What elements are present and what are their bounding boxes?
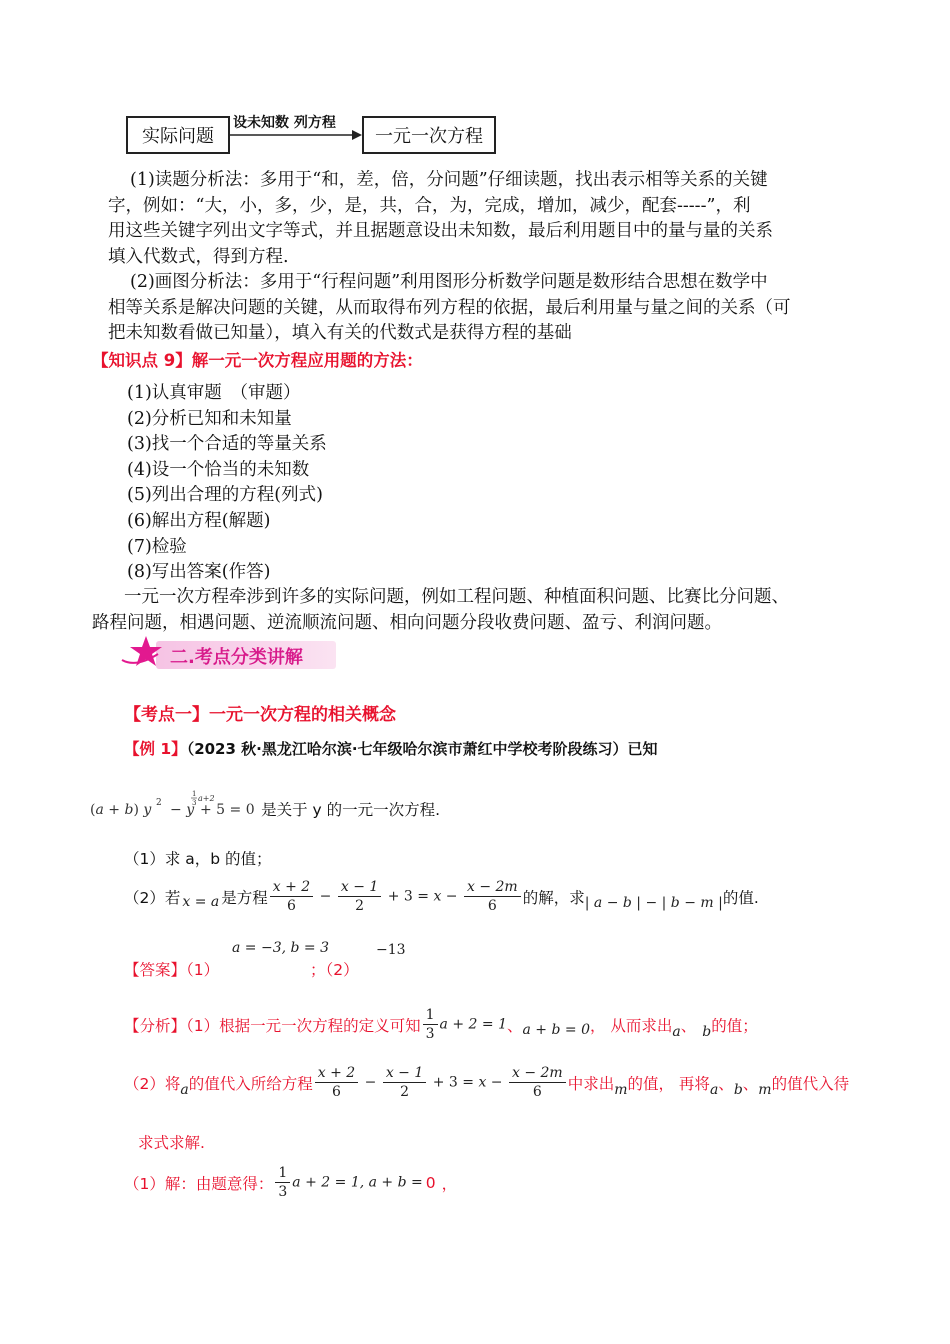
analysis-2f: 、	[742, 1074, 759, 1093]
paragraph-line: 字，例如：“大，小，多，少，是，共，合，为，完成，增加，减少，配套-----”，利	[108, 195, 751, 216]
analysis-2b: 的值代入所给方程	[188, 1074, 313, 1093]
flow-arrow-label: 设未知数 列方程	[233, 115, 336, 131]
knowledge-steps	[127, 381, 327, 586]
solution-comma: ，	[441, 1174, 458, 1193]
analysis-sep-2: 、	[680, 1016, 697, 1035]
analysis-2c: 中求出	[567, 1074, 615, 1093]
analysis-2a: （2）将	[124, 1074, 181, 1093]
step-item: (4)设一个恰当的未知数	[127, 459, 310, 480]
paragraph-line: 填入代数式，得到方程.	[108, 246, 289, 267]
svg-text:(a + b) y: (a + b) y	[90, 802, 152, 818]
star-icon	[118, 634, 170, 674]
analysis-2-var-m: m	[614, 1081, 628, 1098]
method-paragraph-1	[108, 168, 868, 270]
paragraph-line: 把未知数看做已知量），填入有关的代数式是获得方程的基础	[108, 323, 572, 343]
analysis-2-equation: $\frac{x + 2}{6}$ − $\frac{x - 1}{2}$ + 3 = x − $\frac{x - 2m}{6}$	[313, 1064, 568, 1101]
flow-arrow-icon	[230, 128, 362, 142]
analysis-var-b: b	[702, 1023, 712, 1040]
analysis-text-1c: ， 从而求出	[589, 1016, 673, 1035]
analysis-text-1e: 的值；	[711, 1016, 758, 1035]
svg-text:+ 5 = 0: + 5 = 0	[200, 802, 255, 818]
knowledge-summary	[92, 584, 789, 636]
answer-2: −13	[376, 942, 406, 958]
analysis-2-var-b: b	[733, 1081, 743, 1098]
solution-prefix: （1）解：由题意得：	[124, 1174, 274, 1193]
example-equation-line	[88, 788, 440, 830]
q2-end: 的值.	[722, 888, 759, 907]
knowledge-point-9-title: 【知识点 9】解一元一次方程应用题的方法：	[92, 351, 423, 370]
step-item: (3)找一个合适的等量关系	[127, 434, 327, 455]
question-1: （1）求 a，b 的值；	[124, 850, 272, 868]
paragraph-line: 相等关系是解决问题的关键，从而取得布列方程的依据，最后利用量与量之间的关系（可	[108, 297, 791, 318]
analysis-2e: 、	[718, 1074, 734, 1093]
svg-text:1: 1	[192, 790, 197, 798]
flow-box-actual-problem	[126, 116, 230, 154]
svg-text:2: 2	[156, 798, 162, 808]
svg-text:− y: − y	[170, 802, 195, 818]
solution-zero: 0	[425, 1173, 436, 1192]
example-1-header	[124, 737, 658, 759]
section-banner	[118, 634, 340, 674]
flow-box-actual-problem-label: 实际问题	[142, 126, 214, 147]
method-paragraph-2	[108, 270, 868, 347]
q2-x-equals-a: x = a	[182, 893, 220, 910]
analysis-2-var-a: a	[180, 1081, 189, 1098]
banner-title: 二.考点分类讲解	[170, 647, 303, 668]
analysis-2g: 的值代入待	[771, 1074, 850, 1093]
answer-tag: 【答案】（1）	[124, 961, 220, 979]
q2-abs-expression: | a − b | − | b − m |	[584, 894, 723, 911]
analysis-line-3: 求式求解.	[138, 1134, 205, 1152]
svg-text:3: 3	[192, 799, 197, 807]
summary-line: 一元一次方程牵涉到许多的实际问题，例如工程问题、种植面积问题、比赛比分问题、	[124, 587, 789, 607]
analysis-var-a: a	[672, 1023, 681, 1040]
analysis-2d: 的值， 再将	[627, 1074, 710, 1093]
step-item: (6)解出方程(解题)	[127, 510, 271, 531]
step-item: (8)写出答案(作答)	[127, 562, 271, 583]
analysis-eq-2: a + b = 0	[522, 1021, 590, 1038]
q2-mid2: 的解，求	[522, 888, 585, 907]
step-item: (5)列出合理的方程(列式)	[127, 485, 323, 506]
analysis-2-var-a2: a	[709, 1081, 719, 1098]
answer-separator: ；（2）	[310, 961, 359, 979]
q2-mid: 是方程	[221, 888, 268, 907]
svg-text:a+2: a+2	[198, 794, 215, 803]
analysis-sep-1: 、	[506, 1016, 523, 1035]
paragraph-line: (1)读题分析法：多用于“和，差，倍，分问题”仔细读题，找出表示相等关系的关键	[130, 170, 768, 190]
analysis-2-var-m2: m	[758, 1081, 772, 1098]
analysis-tag: 【分析】（1）根据一元一次方程的定义可知	[124, 1016, 421, 1035]
step-item: (2)分析已知和未知量	[127, 408, 292, 429]
flow-box-linear-equation	[362, 116, 496, 154]
analysis-eq-1: $\frac{1}{3}$ a + 2 = 1	[421, 1006, 507, 1043]
solution-equation: $\frac{1}{3}$ a + 2 = 1, a + b =	[273, 1164, 422, 1201]
q2-prefix: （2）若	[124, 888, 181, 907]
paragraph-line: (2)画图分析法：多用于“行程问题”利用图形分析数学问题是数形结合思想在数学中	[130, 272, 768, 292]
equation-formula	[88, 788, 256, 830]
equation-description: 是关于 y 的一元一次方程.	[261, 801, 441, 819]
question-2	[124, 878, 759, 915]
q2-equation: $\frac{x + 2}{6}$ − $\frac{x - 1}{2}$ + 3 = x − $\frac{x - 2m}{6}$	[268, 878, 523, 915]
summary-line: 路程问题，相遇问题、逆流顺流问题、相向问题分段收费问题、盈亏、利润问题。	[92, 613, 722, 633]
example-source: （2023 秋·黑龙江哈尔滨·七年级哈尔滨市萧红中学校考阶段练习）已知	[186, 740, 658, 758]
flow-box-linear-equation-label: 一元一次方程	[375, 126, 483, 147]
analysis-line-1	[124, 1006, 758, 1043]
answer-1: a = −3, b = 3	[232, 940, 330, 956]
solution-line	[124, 1164, 457, 1201]
example-tag: 【例 1】	[124, 740, 187, 758]
paragraph-line: 用这些关键字列出文字等式，并且据题意设出未知数，最后利用题目中的量与量的关系	[108, 221, 773, 241]
step-item: (7)检验	[127, 536, 187, 557]
kaodian-1-title: 【考点一】一元一次方程的相关概念	[124, 705, 396, 725]
analysis-line-2	[124, 1064, 849, 1101]
step-item: (1)认真审题 （审题）	[127, 383, 301, 403]
